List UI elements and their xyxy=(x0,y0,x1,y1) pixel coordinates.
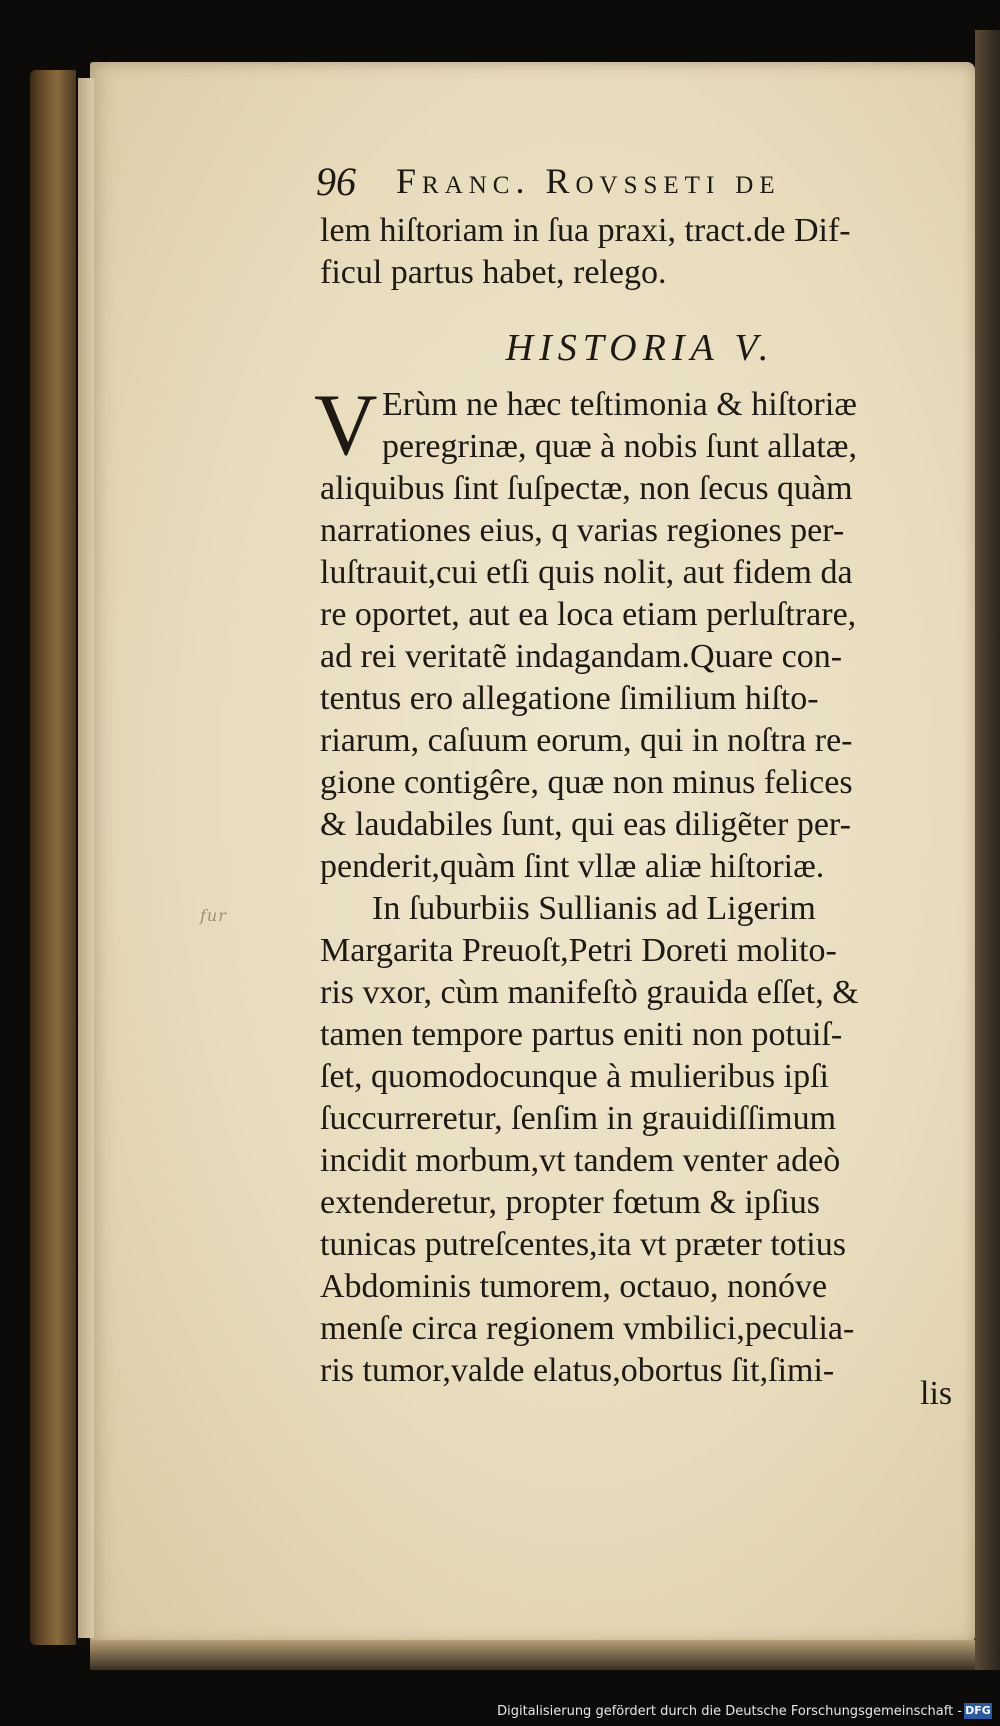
text-line: tunicas putreſcentes,ita vt præter totius xyxy=(320,1226,846,1263)
text-line: aliquibus ſint ſuſpectæ, non ſecus quàm xyxy=(320,470,853,507)
text-line: narrationes eius, q varias regiones per- xyxy=(320,512,845,549)
section-heading: HISTORIA V. xyxy=(505,327,775,369)
digitization-credit: Digitalisierung gefördert durch die Deutsche Forschungsgemeinschaft - xyxy=(497,1704,962,1719)
book-right-edge xyxy=(975,30,1000,1670)
text-line: luſtrauit,cui etſi quis nolit, aut fidem da xyxy=(320,554,853,591)
text-line: ſet, quomodocunque à mulieribus ipſi xyxy=(320,1058,829,1095)
text-line: ris vxor, cùm manifeſtò grauida eſſet, & xyxy=(320,974,859,1011)
book-bottom-edge xyxy=(90,1640,975,1670)
text-line: gione contigêre, quæ non minus felices xyxy=(320,764,853,801)
text-line: tentus ero allegatione ſimilium hiſto- xyxy=(320,680,819,717)
page-gutter xyxy=(78,78,94,1638)
text-line: Margarita Preuoſt,Petri Doreti molito- xyxy=(320,932,837,969)
drop-cap: V xyxy=(314,377,378,474)
margin-note: fur xyxy=(200,906,227,925)
text-line: penderit,quàm ſint vllæ aliæ hiſtoriæ. xyxy=(320,848,825,885)
text-line: & laudabiles ſunt, qui eas diligẽter per- xyxy=(320,806,851,843)
text-line: tamen tempore partus eniti non potuiſ- xyxy=(320,1016,843,1053)
page-number: 96 xyxy=(316,159,356,204)
text-line: ſuccurreretur, ſenſim in grauidiſſimum xyxy=(320,1100,837,1137)
text-line: riarum, caſuum eorum, qui in noſtra re- xyxy=(320,722,853,759)
text-line: peregrinæ, quæ à nobis ſunt allatæ, xyxy=(382,428,857,465)
running-head xyxy=(316,158,966,206)
text-line: Erùm ne hæc teſtimonia & hiſtoriæ xyxy=(382,386,857,423)
text-line: ad rei veritatẽ indagandam.Quare con- xyxy=(320,638,843,675)
text-line: incidit morbum,vt tandem venter adeò xyxy=(320,1142,841,1179)
book-cover-edge xyxy=(30,70,76,1645)
text-line: ficul partus habet, relego. xyxy=(320,254,667,291)
text-line: lem hiſtoriam in ſua praxi, tract.de Dif- xyxy=(320,212,851,249)
text-line: In ſuburbiis Sullianis ad Ligerim xyxy=(372,890,816,927)
continuation-text xyxy=(320,210,960,294)
text-line: extenderetur, propter fœtum & ipſius xyxy=(320,1184,821,1221)
text-line: ris tumor,valde elatus,obortus ſit,ſimi- xyxy=(320,1352,835,1389)
text-line: re oportet, aut ea loca etiam perluſtrare, xyxy=(320,596,857,633)
running-title: Franc. Rovsseti de xyxy=(396,161,781,201)
dfg-logo: DFG xyxy=(965,1704,991,1717)
text-line: menſe circa regionem vmbilici,peculia- xyxy=(320,1310,855,1347)
text-line: Abdominis tumorem, octauo, nonóve xyxy=(320,1268,828,1305)
catchword: lis xyxy=(920,1375,953,1412)
body-text xyxy=(314,377,970,1392)
